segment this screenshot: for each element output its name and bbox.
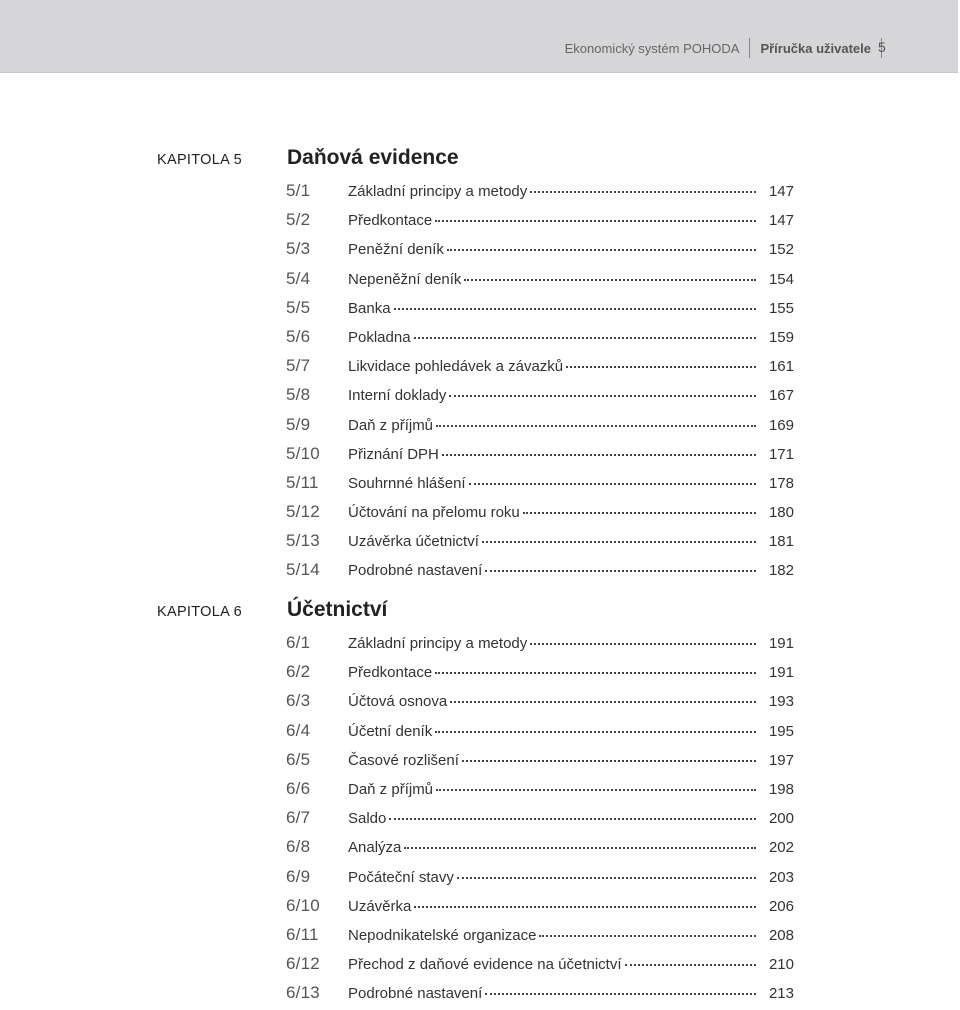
toc-entry-title: Počáteční stavy — [348, 868, 454, 886]
toc-entry-number: 6/3 — [286, 691, 311, 711]
toc-leader-dots — [450, 700, 756, 703]
toc-entry-line — [348, 358, 794, 375]
toc-entry[interactable] — [0, 689, 960, 718]
toc-entry-page: 208 — [768, 926, 794, 944]
toc-entry-line — [348, 781, 794, 798]
toc-entry[interactable] — [0, 660, 960, 689]
toc-entry[interactable] — [0, 208, 960, 237]
toc-entry-number: 6/6 — [286, 778, 311, 798]
guide-title: Příručka uživatele — [760, 40, 871, 56]
toc-entry-page: 159 — [768, 328, 794, 346]
toc-entry[interactable] — [0, 413, 960, 442]
toc-entry-number: 5/7 — [286, 356, 311, 376]
toc-entry-line — [348, 693, 794, 710]
toc-entry-page: 155 — [768, 299, 794, 317]
toc-entry[interactable] — [0, 296, 960, 325]
toc-entry-title: Přiznání DPH — [348, 445, 439, 463]
toc-leader-dots — [530, 642, 756, 645]
toc-entry-number: 5/2 — [286, 210, 311, 230]
toc-entry-line — [348, 927, 794, 944]
toc-entry-line — [348, 869, 794, 886]
toc-entry-title: Peněžní deník — [348, 241, 444, 259]
toc-entry-title: Souhrnné hlášení — [348, 474, 466, 492]
toc-entry-page: 152 — [768, 241, 794, 259]
toc-entry-page: 154 — [768, 270, 794, 288]
toc-entry-page: 197 — [768, 751, 794, 769]
toc-leader-dots — [485, 569, 756, 572]
toc-entry-line — [348, 898, 794, 915]
toc-entry[interactable] — [0, 748, 960, 777]
toc-entry-number: 5/11 — [286, 472, 319, 492]
toc-entry-number: 6/7 — [286, 808, 311, 828]
toc-entry[interactable] — [0, 631, 960, 660]
toc-entry-title: Účetní deník — [348, 722, 433, 740]
toc-entry-line — [348, 329, 794, 346]
toc-entry-page: 161 — [768, 358, 794, 376]
chapter-label: KAPITOLA 5 — [157, 152, 242, 168]
toc-entry-number: 6/1 — [286, 633, 311, 652]
toc-entry-title: Předkontace — [348, 664, 433, 682]
toc-entry-line — [348, 839, 794, 856]
toc-entry-title: Likvidace pohledávek a závazků — [348, 358, 564, 376]
toc-leader-dots — [457, 876, 756, 879]
toc-entry[interactable] — [0, 835, 960, 864]
toc-entry-title: Podrobné nastavení — [348, 985, 483, 1003]
header-divider — [749, 38, 750, 58]
toc-entry-line — [348, 475, 794, 492]
toc-entry-number: 6/12 — [286, 954, 320, 974]
toc-entry-title: Časové rozlišení — [348, 751, 459, 769]
toc-entry-number: 5/8 — [286, 385, 311, 405]
toc-leader-dots — [482, 540, 756, 543]
toc-leader-dots — [469, 482, 756, 485]
toc-entry-number: 5/10 — [286, 443, 320, 463]
toc-entry-line — [348, 723, 794, 740]
toc-leader-dots — [436, 424, 756, 427]
toc-leader-dots — [442, 453, 756, 456]
toc-entry-number: 5/14 — [286, 560, 320, 580]
page-number: 5 — [878, 39, 886, 55]
toc-leader-dots — [539, 934, 756, 937]
chapter-label: KAPITOLA 6 — [157, 604, 242, 620]
toc-entry-title: Saldo — [348, 810, 387, 828]
toc-leader-dots — [485, 992, 756, 995]
toc-leader-dots — [523, 511, 756, 514]
toc-entry[interactable] — [0, 923, 960, 952]
toc-leader-dots — [625, 963, 756, 966]
toc-entry-title: Nepeněžní deník — [348, 270, 462, 288]
toc-entry-page: 191 — [768, 664, 794, 682]
chapter-title: Účetnictví — [287, 598, 388, 621]
toc-entry-line — [348, 664, 794, 681]
toc-entry-page: 180 — [768, 504, 794, 522]
toc-entry-number: 5/3 — [286, 239, 311, 259]
toc-entry-page: 167 — [768, 387, 794, 405]
toc-entry-title: Nepodnikatelské organizace — [348, 926, 537, 944]
toc-entry-line — [348, 752, 794, 769]
toc-entry-title: Předkontace — [348, 212, 433, 230]
toc-entry[interactable] — [0, 777, 960, 806]
toc-entry-page: 203 — [768, 868, 794, 886]
toc-entry-page: 178 — [768, 474, 794, 492]
toc-entry-page: 147 — [768, 183, 794, 200]
toc-entry-number: 6/4 — [286, 720, 311, 740]
toc-entry-title: Pokladna — [348, 328, 411, 346]
toc-entry-number: 6/10 — [286, 895, 320, 915]
toc-entry-title: Uzávěrka účetnictví — [348, 533, 479, 551]
toc-entry[interactable] — [0, 806, 960, 835]
toc-leader-dots — [435, 219, 756, 222]
toc-entry-page: 169 — [768, 416, 794, 434]
header-breadcrumb — [565, 38, 892, 58]
toc-entry-title: Účtování na přelomu roku — [348, 504, 520, 522]
toc-entry[interactable] — [0, 529, 960, 558]
toc-entry[interactable] — [0, 354, 960, 383]
toc-entry-page: 206 — [768, 897, 794, 915]
toc-leader-dots — [394, 307, 756, 310]
toc-entry-line — [348, 985, 794, 1002]
toc-entry[interactable] — [0, 558, 960, 587]
toc-entry[interactable] — [0, 325, 960, 354]
toc-entry-line — [348, 562, 794, 579]
toc-list — [0, 631, 960, 1010]
toc-entry-line — [348, 300, 794, 317]
toc-leader-dots — [530, 190, 756, 193]
toc-entry-number: 5/6 — [286, 326, 311, 346]
toc-entry-line — [348, 241, 794, 258]
toc-leader-dots — [389, 817, 756, 820]
toc-entry-line — [348, 635, 794, 652]
toc-leader-dots — [414, 336, 756, 339]
toc-leader-dots — [435, 671, 756, 674]
toc-entry-page: 210 — [768, 956, 794, 974]
toc-entry-number: 6/2 — [286, 662, 311, 682]
toc-leader-dots — [436, 788, 756, 791]
product-name: Ekonomický systém POHODA — [564, 40, 740, 56]
toc-entry-page: 181 — [768, 533, 794, 551]
toc-leader-dots — [566, 365, 756, 368]
toc-entry-line — [348, 271, 794, 288]
toc-leader-dots — [449, 394, 756, 397]
toc-entry-line — [348, 183, 794, 200]
toc-entry-title: Základní principy a metody — [348, 635, 528, 652]
toc-leader-dots — [464, 278, 756, 281]
toc-entry[interactable] — [0, 471, 960, 500]
toc-entry[interactable] — [0, 442, 960, 471]
toc-leader-dots — [447, 248, 756, 251]
toc-entry[interactable] — [0, 894, 960, 923]
toc-entry-number: 6/8 — [286, 837, 311, 857]
toc-entry-title: Banka — [348, 299, 391, 317]
toc-entry-page: 198 — [768, 780, 794, 798]
toc-entry-page: 200 — [768, 810, 794, 828]
toc-leader-dots — [414, 905, 756, 908]
toc-entry[interactable] — [0, 865, 960, 894]
toc-entry[interactable] — [0, 500, 960, 529]
chapter-title: Daňová evidence — [287, 146, 459, 169]
toc-entry[interactable] — [0, 383, 960, 412]
toc-entry-line — [348, 504, 794, 521]
toc-entry-title: Analýza — [348, 839, 402, 857]
toc-entry-line — [348, 446, 794, 463]
toc-leader-dots — [462, 759, 756, 762]
toc-entry-page: 195 — [768, 722, 794, 740]
toc-entry-title: Podrobné nastavení — [348, 562, 483, 580]
toc-entry-title: Přechod z daňové evidence na účetnictví — [348, 956, 622, 974]
toc-entry-line — [348, 810, 794, 827]
toc-entry[interactable] — [0, 981, 960, 1010]
toc-list — [0, 179, 960, 588]
toc-entry-line — [348, 533, 794, 550]
toc-entry-title: Účtová osnova — [348, 693, 448, 711]
toc-entry-number: 5/12 — [286, 502, 320, 522]
toc-entry-number: 5/5 — [286, 297, 311, 317]
toc-entry-title: Interní doklady — [348, 387, 447, 405]
page-header — [0, 0, 958, 73]
toc-entry-line — [348, 212, 794, 229]
toc-entry-title: Daň z příjmů — [348, 416, 434, 434]
toc-entry-number: 5/4 — [286, 268, 311, 288]
toc-entry-page: 147 — [768, 212, 794, 230]
toc-leader-dots — [435, 730, 756, 733]
toc-entry[interactable] — [0, 237, 960, 266]
toc-entry-number: 5/13 — [286, 531, 320, 551]
toc-entry-page: 171 — [768, 445, 794, 463]
toc-leader-dots — [404, 846, 756, 849]
toc-entry-line — [348, 956, 794, 973]
toc-entry-number: 6/13 — [286, 983, 320, 1003]
toc-entry-line — [348, 387, 794, 404]
toc-entry[interactable] — [0, 952, 960, 981]
toc-entry-page: 182 — [768, 562, 794, 580]
toc-entry-page: 193 — [768, 693, 794, 711]
toc-entry-number: 6/9 — [286, 866, 311, 886]
toc-entry-number: 5/1 — [286, 181, 311, 200]
toc-entry-number: 6/5 — [286, 749, 311, 769]
toc-entry-page: 191 — [768, 635, 794, 652]
toc-entry-page: 213 — [768, 985, 794, 1003]
toc-entry-number: 6/11 — [286, 924, 319, 944]
toc-entry-title: Základní principy a metody — [348, 183, 528, 200]
toc-entry[interactable] — [0, 719, 960, 748]
toc-entry-line — [348, 417, 794, 434]
toc-entry-title: Uzávěrka — [348, 897, 412, 915]
toc-entry[interactable] — [0, 179, 960, 208]
toc-entry-number: 5/9 — [286, 414, 311, 434]
toc-entry[interactable] — [0, 267, 960, 296]
toc-entry-title: Daň z příjmů — [348, 780, 434, 798]
toc-entry-page: 202 — [768, 839, 794, 857]
